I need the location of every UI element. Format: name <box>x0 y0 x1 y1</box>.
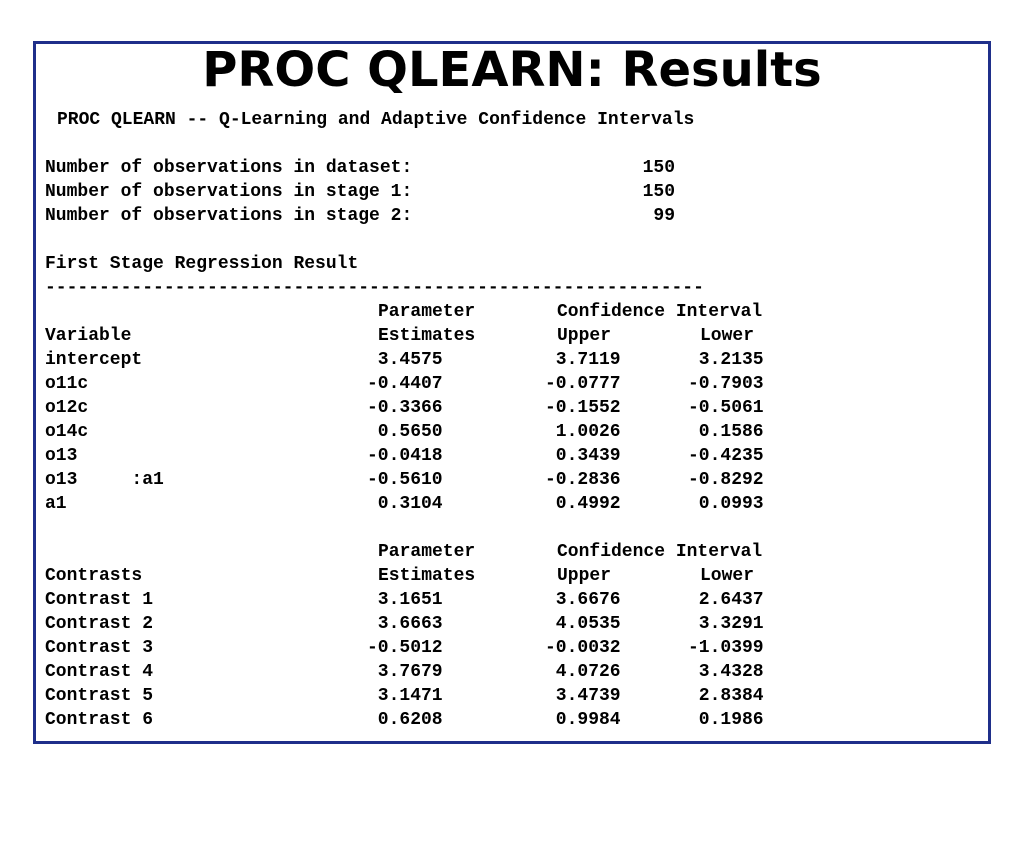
observation-label: Number of observations in stage 1: <box>45 182 413 202</box>
table-row <box>45 372 1024 396</box>
estimate-value: 3.1651 <box>367 590 443 610</box>
slide-title: PROC QLEARN: Results <box>202 42 822 98</box>
observation-label: Number of observations in stage 2: <box>45 206 413 226</box>
upper-value: 0.3439 <box>545 446 621 466</box>
output-subtitle: PROC QLEARN -- Q-Learning and Adaptive Confidence Intervals <box>57 110 695 130</box>
first-stage-heading-row <box>45 252 1024 276</box>
observation-row <box>45 204 1024 228</box>
lower-value: -0.4235 <box>688 446 764 466</box>
variable-name: o12c <box>45 398 89 418</box>
table-row <box>45 492 1024 516</box>
contrast-name: Contrast 3 <box>45 638 154 658</box>
contrast-name: Contrast 1 <box>45 590 154 610</box>
table-row <box>45 636 1024 660</box>
estimate-value: -0.0418 <box>367 446 443 466</box>
upper-value: -0.0032 <box>545 638 621 658</box>
upper-value: 3.6676 <box>545 590 621 610</box>
upper-value: 1.0026 <box>545 422 621 442</box>
upper-value: 3.7119 <box>545 350 621 370</box>
column-header-parameter: Parameter <box>378 542 476 562</box>
estimate-value: 3.4575 <box>367 350 443 370</box>
estimate-value: 3.7679 <box>367 662 443 682</box>
observation-row <box>45 156 1024 180</box>
observation-value: 150 <box>642 182 675 202</box>
variable-name: intercept <box>45 350 143 370</box>
lower-value: 0.1986 <box>688 710 764 730</box>
table-row <box>45 444 1024 468</box>
lower-value: -0.7903 <box>688 374 764 394</box>
variable-name: o13 <box>45 446 78 466</box>
variable-name: a1 <box>45 494 67 514</box>
contrast-name: Contrast 4 <box>45 662 154 682</box>
column-header-upper: Upper <box>557 566 612 586</box>
upper-value: 4.0535 <box>545 614 621 634</box>
column-header-lower: Lower <box>700 566 755 586</box>
column-header-estimates: Estimates <box>378 326 476 346</box>
column-header-variable: Variable <box>45 326 132 346</box>
estimate-value: -0.4407 <box>367 374 443 394</box>
contrast-name: Contrast 2 <box>45 614 154 634</box>
table-row <box>45 420 1024 444</box>
estimate-value: 0.5650 <box>367 422 443 442</box>
upper-value: 0.9984 <box>545 710 621 730</box>
column-header-lower: Lower <box>700 326 755 346</box>
lower-value: 0.0993 <box>688 494 764 514</box>
table-header-bottom <box>45 324 1024 348</box>
contrasts-table <box>45 540 805 732</box>
column-header-estimates: Estimates <box>378 566 476 586</box>
observation-block <box>45 156 685 228</box>
lower-value: 3.4328 <box>688 662 764 682</box>
first-stage-table <box>45 252 805 516</box>
observation-row <box>45 180 1024 204</box>
lower-value: 3.2135 <box>688 350 764 370</box>
estimate-value: -0.3366 <box>367 398 443 418</box>
estimate-value: 3.6663 <box>367 614 443 634</box>
column-header-contrasts: Contrasts <box>45 566 143 586</box>
table-header-bottom <box>45 564 1024 588</box>
observation-label: Number of observations in dataset: <box>45 158 413 178</box>
table-row <box>45 468 1024 492</box>
upper-value: 4.0726 <box>545 662 621 682</box>
upper-value: 0.4992 <box>545 494 621 514</box>
table-row <box>45 612 1024 636</box>
upper-value: -0.2836 <box>545 470 621 490</box>
lower-value: -0.5061 <box>688 398 764 418</box>
lower-value: 0.1586 <box>688 422 764 442</box>
upper-value: -0.0777 <box>545 374 621 394</box>
variable-name: o14c <box>45 422 89 442</box>
column-header-parameter: Parameter <box>378 302 476 322</box>
lower-value: -0.8292 <box>688 470 764 490</box>
estimate-value: -0.5610 <box>367 470 443 490</box>
variable-name: o11c <box>45 374 89 394</box>
upper-value: -0.1552 <box>545 398 621 418</box>
column-header-confidence-interval: Confidence Interval <box>557 542 763 562</box>
table-row <box>45 708 1024 732</box>
variable-name: o13 :a1 <box>45 470 164 490</box>
upper-value: 3.4739 <box>545 686 621 706</box>
table-header-top <box>45 540 1024 564</box>
lower-value: 2.6437 <box>688 590 764 610</box>
table-row <box>45 660 1024 684</box>
estimate-value: 0.6208 <box>367 710 443 730</box>
lower-value: 2.8384 <box>688 686 764 706</box>
table-row <box>45 684 1024 708</box>
contrast-name: Contrast 5 <box>45 686 154 706</box>
column-header-confidence-interval: Confidence Interval <box>557 302 763 322</box>
table-header-top <box>45 300 1024 324</box>
first-stage-heading: First Stage Regression Result <box>45 254 359 274</box>
column-header-upper: Upper <box>557 326 612 346</box>
estimate-value: 3.1471 <box>367 686 443 706</box>
table-rule-row <box>45 276 1024 300</box>
contrast-name: Contrast 6 <box>45 710 154 730</box>
table-row <box>45 348 1024 372</box>
table-row <box>45 396 1024 420</box>
table-row <box>45 588 1024 612</box>
lower-value: 3.3291 <box>688 614 764 634</box>
estimate-value: 0.3104 <box>367 494 443 514</box>
estimate-value: -0.5012 <box>367 638 443 658</box>
observation-value: 99 <box>653 206 675 226</box>
lower-value: -1.0399 <box>688 638 764 658</box>
observation-value: 150 <box>642 158 675 178</box>
table-rule: ------------------------------------------------------------- <box>45 278 704 298</box>
